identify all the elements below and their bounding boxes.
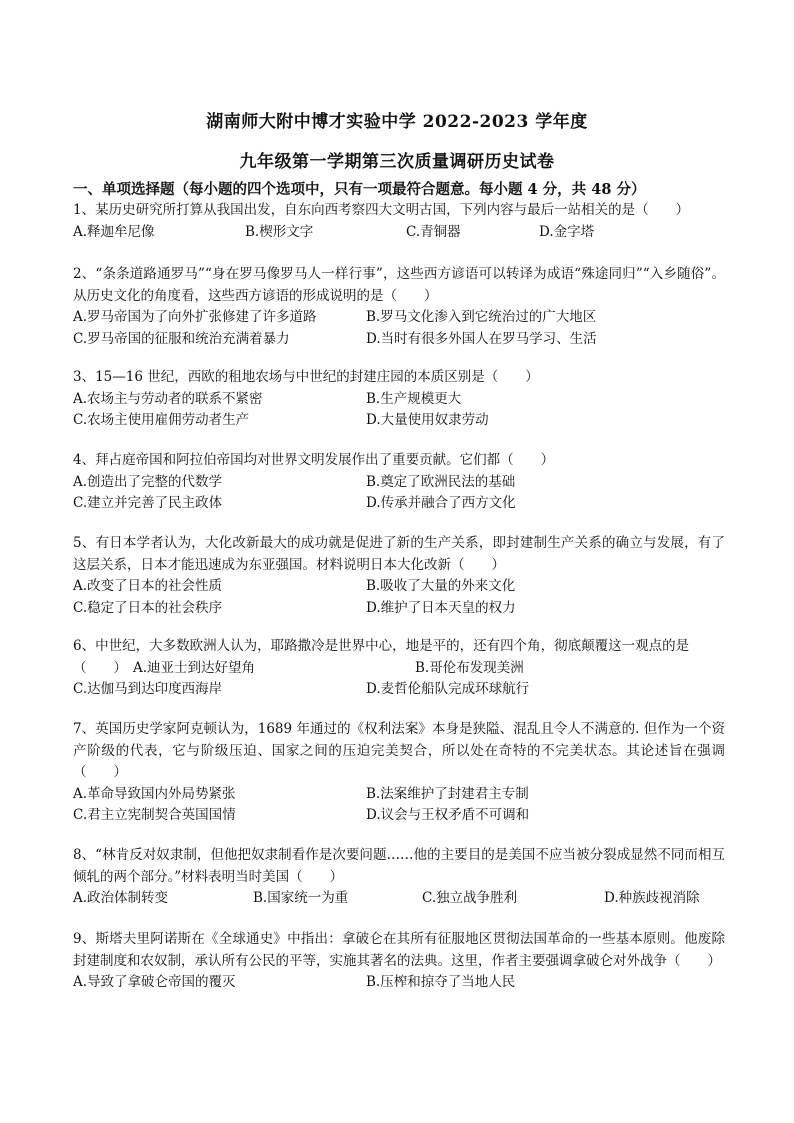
option-a: A.导致了拿破仑帝国的覆灭 xyxy=(73,974,236,990)
option-a: A.创造出了完整的代数学 xyxy=(73,473,223,490)
option-b: B.楔形文字 xyxy=(245,223,314,240)
question-options xyxy=(73,972,725,994)
question-options xyxy=(73,410,725,432)
question-stem: 4、拜占庭帝国和阿拉伯帝国均对世界文明发展作出了重要贡献。它们都（ ） xyxy=(73,452,555,468)
option-a: A.释迦牟尼像 xyxy=(73,223,155,240)
question-stem: 7、英国历史学家阿克顿认为，1689 年通过的《权利法案》本身是狭隘、混乱且令人不满意的. 但作为一个资产阶级的代表，它与阶级压迫、国家之间的压迫完美契合，所以处在奇特的不完美状态。其论述旨在强调（ ） xyxy=(73,721,725,780)
option-a: A.迪亚士到达好望角 xyxy=(133,659,256,676)
question-options xyxy=(73,784,725,806)
option-d: D.维护了日本天皇的权力 xyxy=(366,599,516,616)
question-options xyxy=(73,472,725,494)
option-b: B.罗马文化渗入到它统治过的广大地区 xyxy=(366,309,597,325)
option-c: C.稳定了日本的社会秩序 xyxy=(73,599,223,616)
question-4 xyxy=(73,450,725,515)
option-c: C.农场主使用雇佣劳动者生产 xyxy=(73,412,250,428)
question-3 xyxy=(73,367,725,432)
option-c: C.君主立宪制契合英国国情 xyxy=(73,807,236,823)
option-d: D.议会与王权矛盾不可调和 xyxy=(366,807,530,823)
question-options xyxy=(73,493,725,515)
option-b: B.奠定了欧洲民法的基础 xyxy=(366,473,516,490)
option-a: A.革命导致国内外局势紧张 xyxy=(73,785,236,802)
question-stem: 5、有日本学者认为，大化改新最大的成功就是促进了新的生产关系，即封建制生产关系的确立与发展，有了这层关系，日本才能迅速成为东亚强国。材料说明日本大化改新（ ） xyxy=(73,535,725,573)
option-c: C.建立并完善了民主政体 xyxy=(73,495,223,511)
question-8 xyxy=(73,845,725,910)
question-options xyxy=(73,805,725,827)
option-b: B.压榨和掠夺了当地人民 xyxy=(366,974,516,990)
question-6 xyxy=(73,636,725,701)
option-d: D.种族歧视消除 xyxy=(604,890,700,906)
question-stem: 2、“条条道路通罗马”“身在罗马像罗马人一样行事”，这些西方谚语可以转译为成语“殊途同归”“入乡随俗”。从历史文化的角度看，这些西方谚语的形成说明的是（ ） xyxy=(73,266,725,304)
question-stem: 8、“林肯反对奴隶制，但他把奴隶制看作是次要问题……他的主要目的是美国不应当被分裂成显然不同而相互倾轧的两个部分。”材料表明当时美国（ ） xyxy=(73,847,725,885)
option-c: C.达伽马到达印度西海岸 xyxy=(73,681,223,697)
question-7 xyxy=(73,719,725,827)
option-b: B.生产规模更大 xyxy=(366,390,462,407)
option-a: A.罗马帝国为了向外扩张修建了许多道路 xyxy=(73,309,317,325)
question-options xyxy=(73,658,725,680)
option-b: B.哥伦布发现美洲 xyxy=(415,659,524,676)
question-options xyxy=(73,598,725,620)
school-title: 湖南师大附中博才实验中学 2022-2023 学年度 xyxy=(206,112,588,132)
option-a: A.政治体制转变 xyxy=(73,890,169,906)
exam-title: 九年级第一学期第三次质量调研历史试卷 xyxy=(239,152,555,172)
question-options xyxy=(73,389,725,411)
question-stem: 9、斯塔夫里阿诺斯在《全球通史》中指出：拿破仑在其所有征服地区贯彻法国革命的一些基本原则。他废除封建制度和农奴制，承认所有公民的平等，实施其著名的法典。这里，作者主要强调拿破仑对外战争（ ） xyxy=(73,931,725,969)
question-options xyxy=(73,307,725,329)
question-stem: 3、15—16 世纪，西欧的租地农场与中世纪的封建庄园的本质区别是（ ） xyxy=(73,369,539,385)
answer-blank: （ ） xyxy=(73,659,127,676)
question-options xyxy=(73,679,725,701)
question-2 xyxy=(73,264,725,350)
option-c: C.罗马帝国的征服和统治充满着暴力 xyxy=(73,330,290,347)
question-options xyxy=(73,888,725,910)
question-options xyxy=(73,222,725,244)
option-c: C.青铜器 xyxy=(406,223,461,240)
question-5 xyxy=(73,533,725,619)
question-1 xyxy=(73,200,725,243)
option-d: D.传承并融合了西方文化 xyxy=(366,495,516,511)
option-d: D.麦哲伦船队完成环球航行 xyxy=(366,681,530,697)
option-b: B.法案维护了封建君主专制 xyxy=(366,785,529,802)
option-c: C.独立战争胜利 xyxy=(422,890,518,906)
question-9 xyxy=(73,929,725,994)
question-stem: 6、中世纪，大多数欧洲人认为，耶路撒冷是世界中心，地是平的，还有四个角，彻底颠覆这一观点的是 xyxy=(73,638,690,654)
question-options xyxy=(73,576,725,598)
question-stem: 1、某历史研究所打算从我国出发，自东向西考察四大文明古国，下列内容与最后一站相关的是（ ） xyxy=(73,202,690,218)
option-a: A.改变了日本的社会性质 xyxy=(73,578,223,594)
question-options xyxy=(73,329,725,351)
option-b: B.吸收了大量的外来文化 xyxy=(366,578,516,594)
section-heading: 一、单项选择题（每小题的四个选项中，只有一项最符合题意。每小题 4 分，共 48 分） xyxy=(73,181,646,198)
option-d: D.当时有很多外国人在罗马学习、生活 xyxy=(366,330,597,347)
option-d: D.大量使用奴隶劳动 xyxy=(366,412,489,428)
option-b: B.国家统一为重 xyxy=(253,890,349,906)
option-a: A.农场主与劳动者的联系不紧密 xyxy=(73,390,263,407)
option-d: D.金字塔 xyxy=(539,223,595,240)
